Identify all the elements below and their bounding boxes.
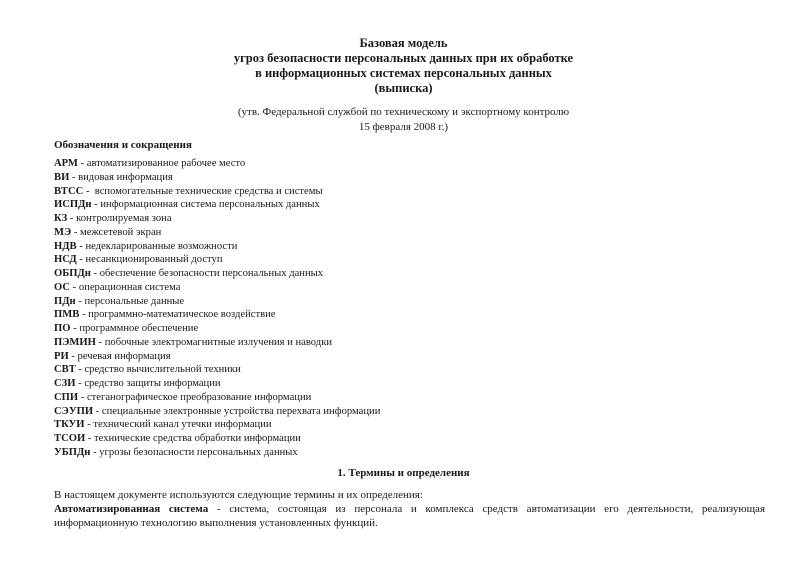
abbreviation-item — [54, 212, 380, 226]
abbreviation-separator: - — [79, 309, 89, 321]
abbreviation-term: ОС — [54, 281, 71, 293]
abbreviation-item — [54, 240, 380, 254]
abbreviation-item — [54, 226, 380, 240]
abbreviation-term: НДВ — [54, 240, 77, 252]
abbreviation-term: НСД — [54, 254, 77, 266]
abbreviation-term: ПМВ — [54, 309, 80, 321]
abbreviation-item — [54, 281, 380, 295]
abbreviation-item — [54, 363, 380, 377]
abbreviation-separator: - — [69, 171, 79, 183]
abbreviation-item — [54, 432, 380, 446]
abbreviation-item — [54, 253, 380, 267]
abbreviation-definition: стеганографическое преобразование информации — [86, 391, 312, 403]
abbreviation-term: ИСПДн — [54, 199, 92, 211]
abbreviation-definition: информационная система персональных данных — [100, 199, 320, 211]
abbreviation-term: УБПДн — [54, 446, 91, 458]
section-intro: В настоящем документе используются следующие термины и их определения: — [54, 489, 423, 501]
abbreviation-item — [54, 295, 380, 309]
abbreviation-separator: - — [91, 199, 101, 211]
abbreviation-definition: видовая информация — [78, 171, 173, 183]
section-heading: 1. Термины и определения — [337, 467, 470, 479]
abbreviation-item — [54, 418, 380, 432]
abbreviation-item — [54, 267, 380, 281]
abbreviation-separator: - — [77, 158, 87, 169]
abbreviation-separator: - — [83, 185, 95, 197]
abbreviation-definition: средство защиты информации — [84, 378, 221, 389]
abbreviation-term: СЭУПИ — [54, 405, 94, 417]
abbreviation-term: ВТСС — [54, 185, 84, 197]
abbreviation-definition: программно-математическое воздействие — [88, 309, 276, 321]
abbreviation-item — [54, 157, 380, 171]
abbreviations-heading: Обозначения и сокращения — [54, 139, 192, 151]
abbreviation-separator: - — [70, 323, 80, 334]
abbreviation-separator: - — [93, 405, 102, 417]
abbreviation-item — [54, 377, 380, 391]
abbreviation-item — [54, 322, 380, 336]
abbreviation-term: АРМ — [54, 158, 78, 169]
abbreviation-term: ПО — [54, 323, 71, 334]
definition-text: - система, состоящая из персонала и комплекса средств автоматизации его деятельности, реализующая информационную технологию выполнения установленных функций. — [54, 503, 765, 529]
abbreviation-definition: недекларированные возможности — [85, 240, 238, 252]
approval-note — [0, 105, 807, 135]
abbreviation-separator: - — [68, 350, 78, 362]
abbreviation-separator: - — [70, 281, 79, 293]
abbreviation-definition: вспомогательные технические средства и системы — [94, 185, 323, 197]
abbreviation-item — [54, 308, 380, 322]
approval-line-2: 15 февраля 2008 г.) — [358, 121, 449, 133]
abbreviation-term: ПЭМИН — [54, 336, 96, 348]
title-line-2: угроз безопасности персональных данных при их обработке — [233, 51, 574, 65]
abbreviation-definition: автоматизированное рабочее место — [86, 158, 246, 169]
abbreviation-item — [54, 391, 380, 405]
abbreviation-term: МЭ — [54, 226, 72, 238]
abbreviation-definition: обеспечение безопасности персональных данных — [99, 268, 324, 279]
abbreviation-separator: - — [84, 419, 94, 431]
definition-paragraph — [54, 502, 765, 530]
abbreviation-definition: средство вычислительной техники — [84, 364, 241, 376]
abbreviation-item — [54, 198, 380, 212]
abbreviation-separator: - — [90, 446, 100, 458]
abbreviation-definition: угрозы безопасности персональных данных — [99, 446, 298, 458]
abbreviation-item — [54, 185, 380, 199]
abbreviation-term: РИ — [54, 350, 69, 362]
abbreviations-list — [54, 157, 380, 460]
abbreviation-separator: - — [76, 254, 86, 266]
abbreviation-separator: - — [67, 213, 77, 224]
abbreviation-term: ТСОИ — [54, 433, 86, 444]
abbreviation-definition: технический канал утечки информации — [93, 419, 272, 431]
abbreviation-term: СВТ — [54, 364, 76, 376]
abbreviation-separator: - — [75, 295, 85, 307]
title-line-1: Базовая модель — [359, 36, 448, 50]
abbreviation-item — [54, 336, 380, 350]
abbreviation-definition: специальные электронные устройства перехвата информации — [101, 405, 381, 417]
abbreviation-term: ПДн — [54, 295, 76, 307]
abbreviation-separator: - — [78, 391, 87, 403]
abbreviation-definition: программное обеспечение — [79, 323, 199, 334]
abbreviation-separator: - — [90, 268, 100, 279]
abbreviation-definition: технические средства обработки информации — [94, 433, 301, 444]
abbreviation-term: СПИ — [54, 391, 79, 403]
abbreviation-separator: - — [76, 240, 86, 252]
abbreviation-separator: - — [85, 433, 95, 444]
definition-term: Автоматизированная система — [54, 503, 209, 515]
abbreviation-definition: межсетевой экран — [80, 226, 162, 238]
abbreviation-separator: - — [71, 226, 81, 238]
abbreviation-item — [54, 446, 380, 460]
abbreviation-separator: - — [95, 336, 105, 348]
abbreviation-item — [54, 405, 380, 419]
abbreviation-definition: операционная система — [78, 281, 181, 293]
abbreviation-term: ВИ — [54, 171, 70, 183]
abbreviation-item — [54, 171, 380, 185]
abbreviation-definition: несанкционированный доступ — [85, 254, 223, 266]
title-line-4: (выписка) — [374, 81, 433, 95]
abbreviation-definition: речевая информация — [77, 350, 171, 362]
abbreviation-term: ТКУИ — [54, 419, 85, 431]
title-line-3: в информационных системах персональных данных — [255, 66, 552, 80]
abbreviation-definition: побочные электромагнитные излучения и наводки — [104, 336, 333, 348]
approval-line-1: (утв. Федеральной службой по техническому и экспортному контролю — [237, 106, 570, 118]
abbreviation-term: ОБПДн — [54, 268, 91, 279]
abbreviation-separator: - — [75, 364, 85, 376]
document-title — [0, 36, 807, 96]
abbreviation-item — [54, 350, 380, 364]
abbreviation-definition: контролируемая зона — [76, 213, 172, 224]
abbreviation-term: КЗ — [54, 213, 68, 224]
abbreviation-term: СЗИ — [54, 378, 76, 389]
abbreviation-separator: - — [75, 378, 85, 389]
abbreviation-definition: персональные данные — [84, 295, 185, 307]
